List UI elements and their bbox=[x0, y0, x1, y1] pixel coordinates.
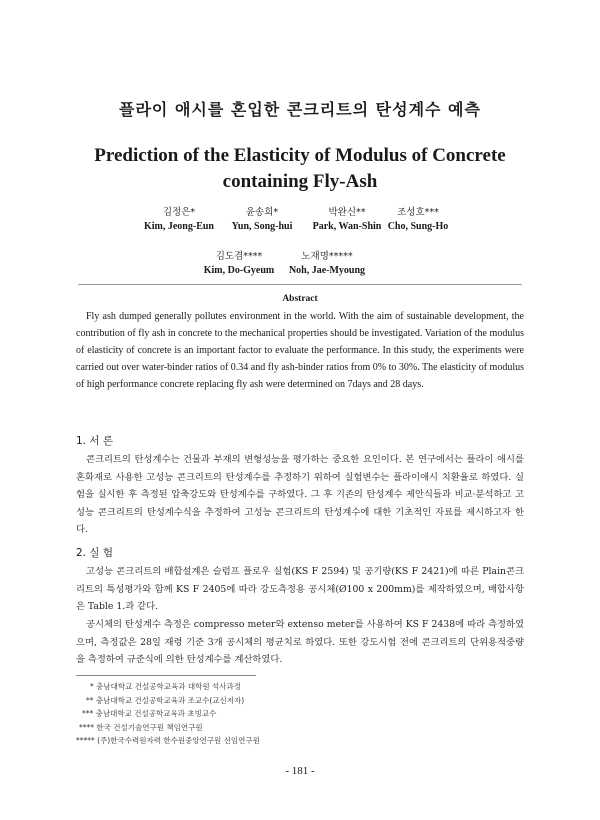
footnotes bbox=[76, 680, 476, 748]
experiment-paragraph-2: 공시체의 탄성계수 측정은 compresso meter와 extenso meter를 사용하여 KS F 2438에 따라 측정하였으며, 측정값은 28일 재령 기준 3개 공시체의 평균치로 하였다. 또한 강도시험 전에 콘크리트의 단위용적중량을 측정하여 규준식에 의한 탄성계수를 계산하였다. bbox=[76, 619, 524, 666]
footnote: ***** (주)한국수력원자력 한수원중앙연구원 선임연구원 bbox=[76, 736, 260, 745]
author-name-kr: 조성호*** bbox=[397, 207, 439, 218]
page-number: - 181 - bbox=[285, 765, 315, 777]
author-name-kr: 김정은* bbox=[162, 207, 196, 218]
author-name-kr: 김도겸**** bbox=[215, 251, 263, 262]
footnote: ** 충남대학교 건설공학교육과 조교수(교신저자) bbox=[86, 695, 245, 705]
footnote: **** 한국 건설기술연구원 책임연구원 bbox=[79, 722, 203, 732]
footnote-divider bbox=[76, 675, 256, 676]
author-name-en: Kim, Jeong-Eun bbox=[143, 221, 214, 232]
author-6 bbox=[262, 250, 392, 278]
author-name-en: Kim, Do-Gyeum bbox=[203, 265, 275, 276]
experiment-paragraph-1: 고성능 콘크리트의 배합설계은 슬럼프 플로우 실험(KS F 2594) 및 공기량(KS F 2421)에 따른 Plain콘크리트의 특성평가와 함께 KS F 2405에 따라 강도측정용 공시체(Ø100 x 200mm)를 제작하였으며, 배합사항은 Table 1.과 같다. bbox=[76, 566, 524, 613]
author-name-en: Park, Wan-Shin bbox=[312, 221, 382, 232]
section-heading-experiment: 2. 실 험 bbox=[76, 547, 113, 559]
author-name-en: Cho, Sung-Ho bbox=[387, 221, 449, 232]
korean-title: 플라이 애시를 혼입한 콘크리트의 탄성계수 예측 bbox=[119, 100, 481, 119]
intro-paragraph: 콘크리트의 탄성계수는 건물과 부재의 변형성능을 평가하는 중요한 요인이다. 본 연구에서는 플라이 애시를 혼화재로 사용한 고성능 콘크리트의 탄성계수를 추정하기 위하여 실험변수는 플라이애시 치환율로 하였다. 실험을 실시한 후 측정된 압축강도와 탄성계수를 구하였다. 그 후 기존의 탄성계수 제안식들과 비교·분석하고 고성능 콘크리트의 탄성계수식을 추정하여 고성능 콘크리트의 탄성계수에 대한 기초적인 자료를 제시하고자 한다. bbox=[76, 454, 524, 536]
english-title: Prediction of the Elasticity of Modulus of Concrete containing Fly-Ash bbox=[94, 145, 506, 192]
author-name-kr: 박완신** bbox=[328, 207, 366, 218]
author-name-en: Yun, Song-hui bbox=[231, 221, 293, 232]
author-name-kr: 노재명***** bbox=[301, 251, 353, 262]
abstract-heading: Abstract bbox=[282, 294, 318, 304]
footnote: * 충남대학교 건설공학교육과 대학원 석사과정 bbox=[90, 682, 241, 691]
footnote: *** 충남대학교 건설공학교육과 초빙교수 bbox=[82, 709, 217, 718]
abstract-text: Fly ash dumped generally pollutes environment in the world. With the aim of sustainable development, the contribution of fly ash in concrete to the mechanical properties should be investigated. Variation of the modulus of elasticity of concrete is an important factor to evaluate the performance. In this study, the experiments were carried out over water-binder ratios of 0.34 and fly ash-binder ratios from 0% to 30%. The elasticity of modulus of high performance concrete replacing fly ash were determined on 7days and 28 days. bbox=[76, 311, 524, 390]
section-heading-intro: 1. 서 론 bbox=[76, 435, 113, 447]
author-name-en: Noh, Jae-Myoung bbox=[288, 265, 366, 276]
author-name-kr: 윤송희* bbox=[245, 207, 279, 218]
divider-line bbox=[78, 284, 522, 285]
author-4 bbox=[353, 206, 483, 234]
